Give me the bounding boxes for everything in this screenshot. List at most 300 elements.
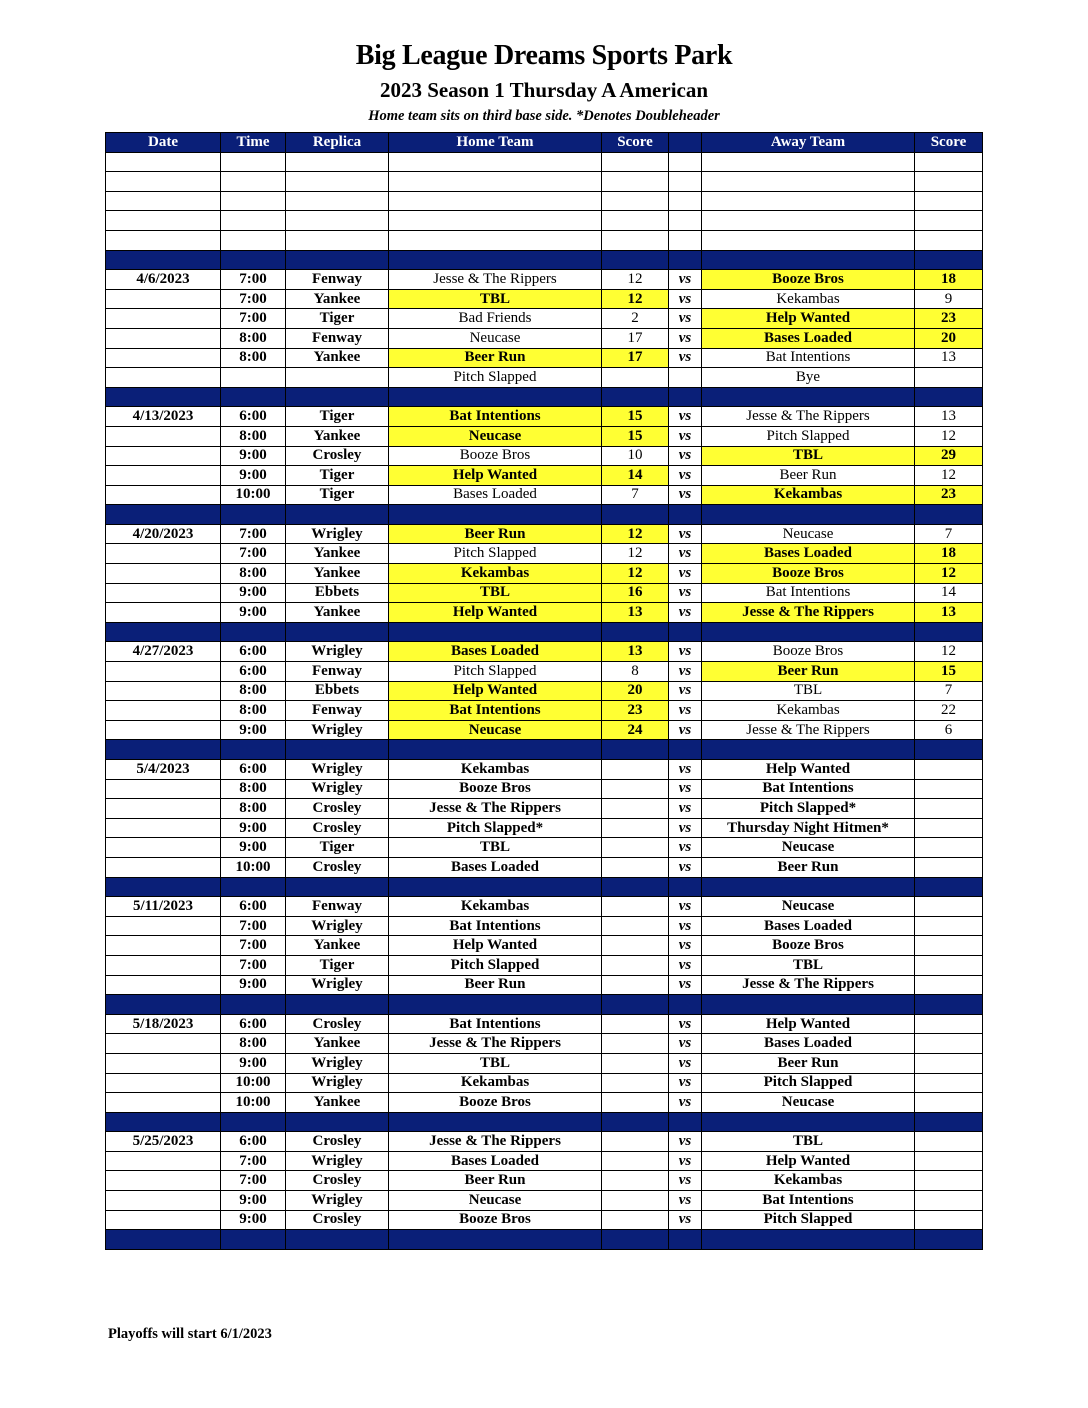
vs-cell: vs (669, 1132, 702, 1152)
separator-cell (389, 740, 602, 760)
time-cell: 8:00 (221, 701, 286, 721)
home-team-cell: Neucase (389, 426, 602, 446)
away-score-cell: 12 (915, 642, 983, 662)
blank-row (106, 230, 983, 250)
blank-cell (106, 211, 221, 231)
home-score-cell (602, 897, 669, 917)
separator-cell (221, 995, 286, 1015)
game-row (106, 407, 983, 427)
home-team-cell: Booze Bros (389, 1210, 602, 1230)
time-cell: 7:00 (221, 289, 286, 309)
game-row (106, 544, 983, 564)
vs-cell: vs (669, 642, 702, 662)
game-row (106, 760, 983, 780)
game-row (106, 1210, 983, 1230)
away-team-cell: TBL (702, 446, 915, 466)
time-cell: 10:00 (221, 485, 286, 505)
replica-cell: Yankee (286, 348, 389, 368)
schedule-body (106, 152, 983, 1249)
home-score-cell: 10 (602, 446, 669, 466)
vs-cell: vs (669, 975, 702, 995)
vs-cell: vs (669, 466, 702, 486)
blank-cell (915, 191, 983, 211)
home-team-cell: Bat Intentions (389, 407, 602, 427)
vs-cell: vs (669, 1034, 702, 1054)
away-team-cell: Help Wanted (702, 1151, 915, 1171)
separator-cell (389, 622, 602, 642)
vs-cell: vs (669, 760, 702, 780)
home-score-cell: 15 (602, 407, 669, 427)
col-header-home-score: Score (602, 133, 669, 153)
time-cell: 8:00 (221, 681, 286, 701)
away-score-cell (915, 975, 983, 995)
separator-cell (669, 622, 702, 642)
home-team-cell: Pitch Slapped (389, 955, 602, 975)
vs-cell: vs (669, 564, 702, 584)
time-cell: 6:00 (221, 662, 286, 682)
home-team-cell: Booze Bros (389, 779, 602, 799)
replica-cell: Fenway (286, 328, 389, 348)
date-cell (106, 975, 221, 995)
away-team-cell: Jesse & The Rippers (702, 407, 915, 427)
game-row (106, 564, 983, 584)
replica-cell: Yankee (286, 1093, 389, 1113)
time-cell: 8:00 (221, 1034, 286, 1054)
time-cell: 6:00 (221, 407, 286, 427)
away-team-cell: Jesse & The Rippers (702, 720, 915, 740)
date-cell (106, 681, 221, 701)
blank-cell (106, 172, 221, 192)
home-team-cell: Pitch Slapped (389, 544, 602, 564)
separator-cell (915, 387, 983, 407)
away-team-cell: Beer Run (702, 662, 915, 682)
page-title: Big League Dreams Sports Park (355, 40, 733, 71)
date-cell (106, 1053, 221, 1073)
away-score-cell: 29 (915, 446, 983, 466)
game-row (106, 1093, 983, 1113)
time-cell: 6:00 (221, 1014, 286, 1034)
date-cell: 5/4/2023 (106, 760, 221, 780)
vs-cell: vs (669, 348, 702, 368)
separator-cell (702, 877, 915, 897)
home-team-cell: TBL (389, 1053, 602, 1073)
away-score-cell: 14 (915, 583, 983, 603)
time-cell: 10:00 (221, 857, 286, 877)
vs-cell: vs (669, 838, 702, 858)
date-cell: 5/11/2023 (106, 897, 221, 917)
separator-cell (669, 1112, 702, 1132)
separator-cell (602, 250, 669, 270)
separator-cell (602, 995, 669, 1015)
time-cell: 8:00 (221, 328, 286, 348)
game-row (106, 426, 983, 446)
away-team-cell: Bases Loaded (702, 544, 915, 564)
home-team-cell: Neucase (389, 328, 602, 348)
home-team-cell: Booze Bros (389, 1093, 602, 1113)
vs-cell: vs (669, 1014, 702, 1034)
home-team-cell: Booze Bros (389, 446, 602, 466)
vs-cell: vs (669, 1210, 702, 1230)
away-score-cell (915, 897, 983, 917)
separator-cell (602, 740, 669, 760)
home-score-cell: 24 (602, 720, 669, 740)
week-separator-row (106, 1112, 983, 1132)
game-row (106, 662, 983, 682)
blank-cell (221, 211, 286, 231)
home-team-cell: Bat Intentions (389, 701, 602, 721)
away-score-cell: 7 (915, 681, 983, 701)
home-team-cell: Kekambas (389, 897, 602, 917)
vs-cell: vs (669, 720, 702, 740)
date-cell (106, 1034, 221, 1054)
separator-cell (389, 387, 602, 407)
date-cell (106, 485, 221, 505)
away-team-cell: TBL (702, 1132, 915, 1152)
time-cell: 6:00 (221, 897, 286, 917)
game-row (106, 1034, 983, 1054)
blank-cell (389, 172, 602, 192)
separator-cell (669, 877, 702, 897)
blank-cell (702, 152, 915, 172)
replica-cell: Crosley (286, 799, 389, 819)
vs-cell: vs (669, 1191, 702, 1211)
separator-cell (915, 1112, 983, 1132)
away-score-cell: 15 (915, 662, 983, 682)
separator-cell (389, 995, 602, 1015)
vs-cell: vs (669, 407, 702, 427)
separator-cell (915, 250, 983, 270)
blank-cell (669, 152, 702, 172)
home-score-cell (602, 799, 669, 819)
date-cell (106, 799, 221, 819)
away-team-cell: Neucase (702, 524, 915, 544)
home-score-cell: 23 (602, 701, 669, 721)
home-team-cell: Bases Loaded (389, 642, 602, 662)
separator-cell (602, 387, 669, 407)
home-team-cell: Bat Intentions (389, 916, 602, 936)
away-score-cell (915, 1053, 983, 1073)
home-team-cell: Kekambas (389, 564, 602, 584)
separator-cell (286, 995, 389, 1015)
away-team-cell: Kekambas (702, 289, 915, 309)
time-cell: 8:00 (221, 799, 286, 819)
away-team-cell: Jesse & The Rippers (702, 603, 915, 623)
away-team-cell: Beer Run (702, 857, 915, 877)
vs-cell: vs (669, 1151, 702, 1171)
away-team-cell: Kekambas (702, 1171, 915, 1191)
separator-cell (286, 505, 389, 525)
time-cell: 10:00 (221, 1073, 286, 1093)
game-row (106, 681, 983, 701)
away-team-cell: TBL (702, 955, 915, 975)
away-score-cell: 23 (915, 309, 983, 329)
home-score-cell (602, 857, 669, 877)
date-cell (106, 838, 221, 858)
away-score-cell (915, 1171, 983, 1191)
away-score-cell (915, 955, 983, 975)
date-cell: 4/20/2023 (106, 524, 221, 544)
blank-cell (389, 211, 602, 231)
vs-cell: vs (669, 1053, 702, 1073)
away-team-cell: Booze Bros (702, 270, 915, 290)
replica-cell: Wrigley (286, 760, 389, 780)
time-cell: 7:00 (221, 1151, 286, 1171)
time-cell: 9:00 (221, 1210, 286, 1230)
week-separator-row (106, 877, 983, 897)
vs-cell: vs (669, 544, 702, 564)
replica-cell: Crosley (286, 446, 389, 466)
time-cell: 6:00 (221, 642, 286, 662)
home-score-cell: 14 (602, 466, 669, 486)
blank-cell (702, 191, 915, 211)
vs-cell (669, 368, 702, 388)
away-score-cell: 13 (915, 603, 983, 623)
replica-cell: Yankee (286, 544, 389, 564)
page-subtitle: 2023 Season 1 Thursday A American (379, 78, 709, 102)
time-cell: 8:00 (221, 564, 286, 584)
home-score-cell: 20 (602, 681, 669, 701)
away-score-cell (915, 1014, 983, 1034)
blank-cell (915, 152, 983, 172)
separator-cell (286, 387, 389, 407)
separator-cell (669, 250, 702, 270)
away-score-cell: 7 (915, 524, 983, 544)
game-row (106, 328, 983, 348)
separator-cell (106, 1230, 221, 1250)
time-cell: 9:00 (221, 603, 286, 623)
vs-cell: vs (669, 857, 702, 877)
replica-cell: Wrigley (286, 1073, 389, 1093)
date-cell: 4/13/2023 (106, 407, 221, 427)
vs-cell: vs (669, 916, 702, 936)
week-separator-row (106, 1230, 983, 1250)
game-row (106, 485, 983, 505)
separator-cell (389, 250, 602, 270)
separator-cell (221, 877, 286, 897)
blank-cell (915, 172, 983, 192)
blank-cell (602, 230, 669, 250)
separator-cell (915, 1230, 983, 1250)
replica-cell: Wrigley (286, 916, 389, 936)
away-team-cell: Kekambas (702, 701, 915, 721)
col-header-date: Date (106, 133, 221, 153)
away-team-cell: Bases Loaded (702, 328, 915, 348)
game-row (106, 955, 983, 975)
blank-cell (389, 191, 602, 211)
date-cell (106, 289, 221, 309)
home-team-cell: Bad Friends (389, 309, 602, 329)
header-row (106, 133, 983, 153)
home-score-cell: 17 (602, 328, 669, 348)
time-cell (221, 368, 286, 388)
replica-cell: Crosley (286, 1171, 389, 1191)
away-score-cell (915, 916, 983, 936)
away-team-cell: Bat Intentions (702, 779, 915, 799)
home-team-cell: Beer Run (389, 348, 602, 368)
game-row (106, 916, 983, 936)
time-cell: 7:00 (221, 524, 286, 544)
separator-cell (702, 740, 915, 760)
replica-cell: Fenway (286, 270, 389, 290)
separator-cell (221, 387, 286, 407)
away-team-cell: Bat Intentions (702, 1191, 915, 1211)
replica-cell: Crosley (286, 1210, 389, 1230)
separator-cell (915, 995, 983, 1015)
page-note: Home team sits on third base side. *Denotes Doubleheader (368, 108, 720, 124)
blank-cell (602, 152, 669, 172)
game-row (106, 466, 983, 486)
away-score-cell (915, 368, 983, 388)
replica-cell: Ebbets (286, 583, 389, 603)
blank-cell (669, 211, 702, 231)
date-cell (106, 309, 221, 329)
date-cell (106, 426, 221, 446)
date-cell (106, 446, 221, 466)
separator-cell (286, 1230, 389, 1250)
blank-cell (669, 172, 702, 192)
separator-cell (915, 622, 983, 642)
blank-cell (669, 230, 702, 250)
home-team-cell: Pitch Slapped (389, 662, 602, 682)
replica-cell: Yankee (286, 564, 389, 584)
separator-cell (389, 505, 602, 525)
date-cell (106, 1093, 221, 1113)
separator-cell (286, 250, 389, 270)
time-cell: 7:00 (221, 916, 286, 936)
away-team-cell: Bases Loaded (702, 1034, 915, 1054)
separator-cell (286, 1112, 389, 1132)
away-score-cell (915, 838, 983, 858)
date-cell (106, 328, 221, 348)
home-score-cell (602, 1014, 669, 1034)
game-row (106, 936, 983, 956)
home-score-cell (602, 936, 669, 956)
time-cell: 10:00 (221, 1093, 286, 1113)
schedule-table (105, 132, 983, 1250)
home-team-cell: TBL (389, 838, 602, 858)
away-team-cell: Booze Bros (702, 936, 915, 956)
home-score-cell (602, 368, 669, 388)
game-row (106, 720, 983, 740)
vs-cell: vs (669, 897, 702, 917)
away-team-cell: Pitch Slapped (702, 1073, 915, 1093)
away-team-cell: Help Wanted (702, 760, 915, 780)
time-cell: 9:00 (221, 818, 286, 838)
home-score-cell: 12 (602, 289, 669, 309)
blank-cell (389, 230, 602, 250)
home-team-cell: Kekambas (389, 1073, 602, 1093)
date-cell (106, 936, 221, 956)
time-cell: 7:00 (221, 936, 286, 956)
away-score-cell (915, 857, 983, 877)
away-score-cell: 12 (915, 564, 983, 584)
game-row (106, 1014, 983, 1034)
separator-cell (669, 387, 702, 407)
blank-cell (915, 211, 983, 231)
away-score-cell (915, 1073, 983, 1093)
separator-cell (915, 877, 983, 897)
away-score-cell: 12 (915, 466, 983, 486)
game-row (106, 524, 983, 544)
date-cell (106, 368, 221, 388)
date-cell (106, 857, 221, 877)
home-team-cell: Bases Loaded (389, 485, 602, 505)
game-row (106, 1073, 983, 1093)
away-team-cell: Booze Bros (702, 564, 915, 584)
away-score-cell: 20 (915, 328, 983, 348)
separator-cell (106, 250, 221, 270)
home-score-cell: 13 (602, 603, 669, 623)
home-score-cell: 8 (602, 662, 669, 682)
home-team-cell: Bases Loaded (389, 857, 602, 877)
date-cell: 5/25/2023 (106, 1132, 221, 1152)
home-team-cell: TBL (389, 583, 602, 603)
blank-cell (702, 230, 915, 250)
away-score-cell: 23 (915, 485, 983, 505)
blank-cell (286, 191, 389, 211)
blank-cell (221, 152, 286, 172)
home-score-cell (602, 1191, 669, 1211)
away-team-cell: Bases Loaded (702, 916, 915, 936)
separator-cell (221, 250, 286, 270)
away-score-cell: 13 (915, 348, 983, 368)
time-cell: 7:00 (221, 309, 286, 329)
replica-cell: Yankee (286, 936, 389, 956)
home-team-cell: Beer Run (389, 524, 602, 544)
blank-row (106, 211, 983, 231)
time-cell: 7:00 (221, 1171, 286, 1191)
vs-cell: vs (669, 799, 702, 819)
date-cell (106, 1171, 221, 1191)
time-cell: 6:00 (221, 760, 286, 780)
game-row (106, 1053, 983, 1073)
time-cell: 9:00 (221, 975, 286, 995)
date-cell (106, 564, 221, 584)
time-cell: 9:00 (221, 446, 286, 466)
home-score-cell (602, 1151, 669, 1171)
vs-cell: vs (669, 955, 702, 975)
home-team-cell: Pitch Slapped* (389, 818, 602, 838)
home-team-cell: Jesse & The Rippers (389, 799, 602, 819)
away-team-cell: Pitch Slapped* (702, 799, 915, 819)
home-score-cell: 12 (602, 270, 669, 290)
home-score-cell (602, 1210, 669, 1230)
away-team-cell: Beer Run (702, 1053, 915, 1073)
replica-cell: Yankee (286, 426, 389, 446)
vs-cell: vs (669, 603, 702, 623)
game-row (106, 446, 983, 466)
away-score-cell (915, 1210, 983, 1230)
time-cell: 9:00 (221, 720, 286, 740)
home-team-cell: TBL (389, 289, 602, 309)
vs-cell: vs (669, 289, 702, 309)
game-row (106, 975, 983, 995)
vs-cell: vs (669, 309, 702, 329)
vs-cell: vs (669, 328, 702, 348)
away-score-cell (915, 799, 983, 819)
game-row (106, 799, 983, 819)
away-team-cell: Bat Intentions (702, 348, 915, 368)
away-team-cell: Bat Intentions (702, 583, 915, 603)
blank-cell (602, 211, 669, 231)
game-row (106, 348, 983, 368)
time-cell: 9:00 (221, 838, 286, 858)
vs-cell: vs (669, 818, 702, 838)
date-cell (106, 818, 221, 838)
away-score-cell (915, 1093, 983, 1113)
separator-cell (221, 740, 286, 760)
away-team-cell: Neucase (702, 897, 915, 917)
